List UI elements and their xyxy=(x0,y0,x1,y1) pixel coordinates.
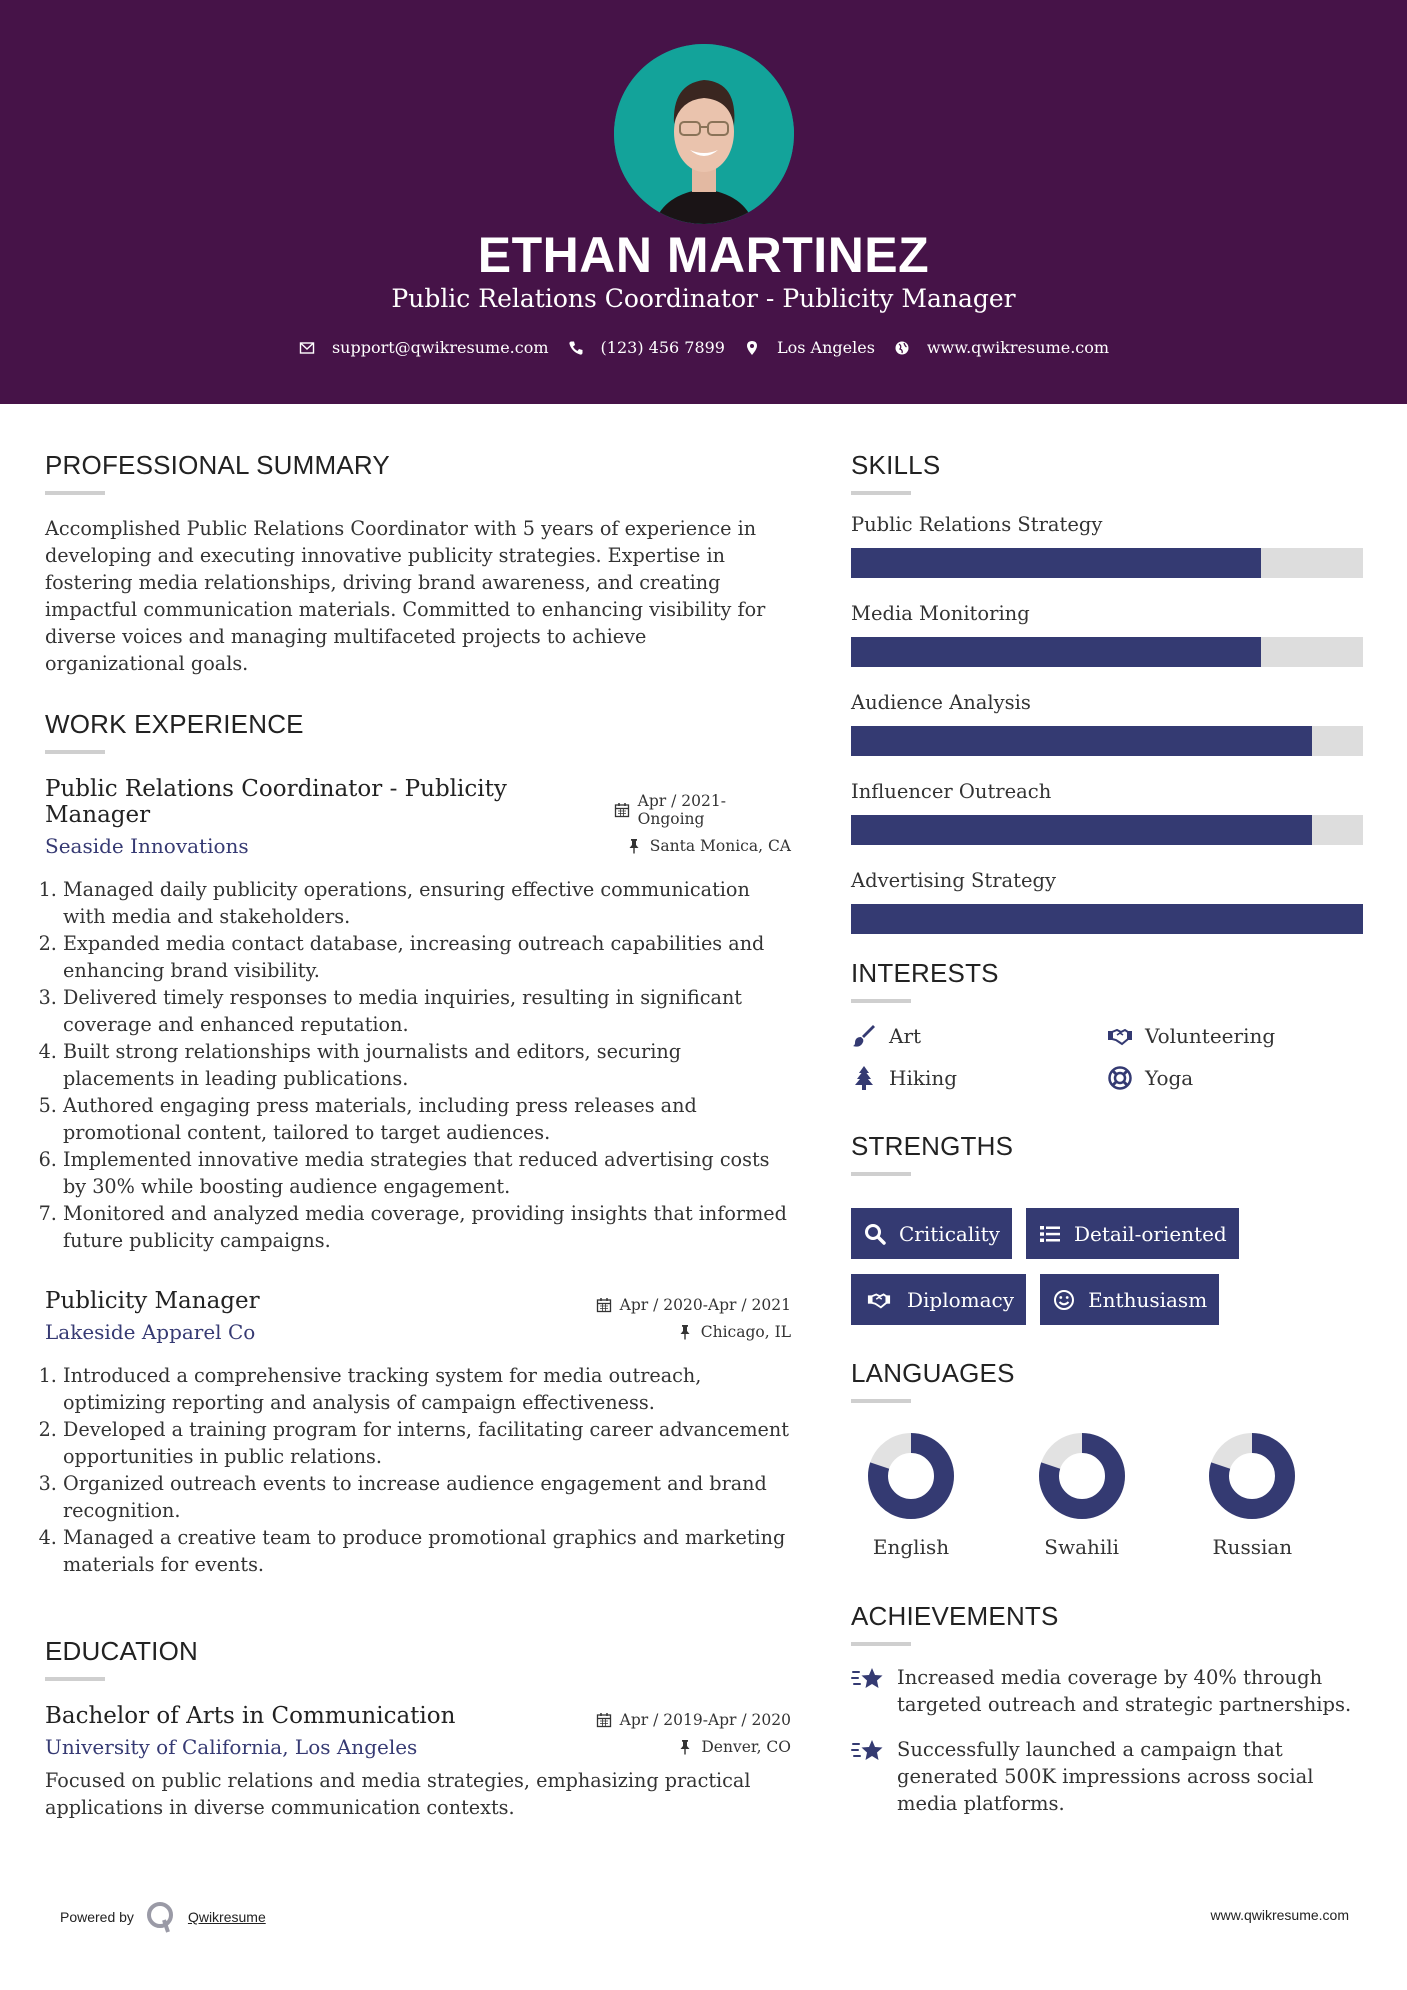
strength-chip xyxy=(851,1274,1026,1325)
list-icon xyxy=(1038,1222,1062,1246)
summary-text: Accomplished Public Relations Coordinator with 5 years of experience in developing and executing innovative publicity strategies. Expertise in fostering media relationships, driving brand awareness, and creating impactful communication materials. Committed to enhancing visibility for diverse voices and managing multifaceted projects to achieve organizational goals. xyxy=(45,517,766,675)
bullet-item: 1. Introduced a comprehensive tracking system for media outreach, optimizing reporting and analysis of campaign effectiveness. xyxy=(63,1362,791,1416)
interest-item xyxy=(1107,1023,1363,1049)
skill-bar-fill xyxy=(851,726,1312,756)
bullet-item: 4. Built strong relationships with journalists and editors, securing placements in leading publications. xyxy=(63,1038,791,1092)
interest-label: Art xyxy=(889,1024,922,1048)
qwikresume-link[interactable]: Qwikresume xyxy=(187,1909,266,1925)
smile-icon xyxy=(1052,1288,1076,1312)
strengths-section xyxy=(851,1131,1363,1340)
bullet-item: 3. Organized outreach events to increase audience engagement and brand recognition. xyxy=(63,1470,791,1524)
powered-by xyxy=(60,1900,266,1934)
interest-item xyxy=(851,1023,1107,1049)
heading-divider xyxy=(851,1399,911,1403)
contact-email[interactable] xyxy=(298,338,549,357)
education-date: Apr / 2019-Apr / 2020 xyxy=(596,1711,791,1729)
languages-section xyxy=(851,1358,1363,1559)
job-location: Chicago, IL xyxy=(677,1323,791,1341)
bullet-item: 5. Authored engaging press materials, including press releases and promotional content, tailored to target audiences. xyxy=(63,1092,791,1146)
strength-label: Detail-oriented xyxy=(1073,1221,1227,1246)
envelope-icon xyxy=(298,339,316,357)
achievement-text: Successfully launched a campaign that generated 500K impressions across social media platforms. xyxy=(897,1738,1314,1815)
contact-website[interactable] xyxy=(893,338,1109,357)
contact-phone-text: (123) 456 7899 xyxy=(600,338,725,357)
strength-label: Diplomacy xyxy=(907,1287,1015,1312)
achievement-item xyxy=(851,1736,1363,1817)
languages-heading: LANGUAGES xyxy=(851,1358,1015,1388)
education-heading: EDUCATION xyxy=(45,1636,198,1666)
interest-label: Hiking xyxy=(889,1066,958,1090)
handshake-icon xyxy=(1107,1023,1133,1049)
education-description: Focused on public relations and media strategies, emphasizing practical applications in diverse communication contexts. xyxy=(45,1769,751,1819)
skills-section xyxy=(851,450,1363,934)
bullet-item: 2. Developed a training program for interns, facilitating career advancement opportunities in public relations. xyxy=(63,1416,791,1470)
language-item xyxy=(1192,1433,1363,1559)
job-bullets xyxy=(45,876,791,1254)
language-item xyxy=(1022,1433,1193,1559)
strengths-heading: STRENGTHS xyxy=(851,1131,1014,1161)
language-label: English xyxy=(872,1535,950,1559)
contact-phone[interactable] xyxy=(567,338,725,357)
shooting-star-icon xyxy=(851,1664,885,1694)
map-pin-icon xyxy=(743,339,761,357)
skill-bar xyxy=(851,904,1363,934)
strength-label: Enthusiasm xyxy=(1088,1287,1208,1312)
pushpin-icon xyxy=(677,1324,693,1340)
job-date: Apr / 2021-Ongoing xyxy=(614,792,791,828)
heading-divider xyxy=(851,1172,911,1176)
job-location: Santa Monica, CA xyxy=(626,837,791,855)
strength-chip xyxy=(1026,1208,1239,1259)
skill-bar xyxy=(851,726,1363,756)
achievement-text: Increased media coverage by 40% through targeted outreach and strategic partnerships. xyxy=(897,1666,1352,1716)
job-entry xyxy=(45,776,791,1254)
lifering-icon xyxy=(1107,1065,1133,1091)
skill-item xyxy=(851,780,1363,845)
tree-icon xyxy=(851,1065,877,1091)
languages-list xyxy=(851,1433,1363,1559)
job-bullets xyxy=(45,1362,791,1578)
interest-label: Volunteering xyxy=(1145,1024,1276,1048)
achievements-section xyxy=(851,1601,1363,1817)
contact-website-text: www.qwikresume.com xyxy=(926,338,1110,357)
bullet-item: 4. Managed a creative team to produce promotional graphics and marketing materials for events. xyxy=(63,1524,791,1578)
interest-label: Yoga xyxy=(1145,1066,1194,1090)
skill-item xyxy=(851,869,1363,934)
heading-divider xyxy=(45,491,105,495)
education-section xyxy=(45,1636,791,1821)
job-title: Publicity Manager xyxy=(45,1288,260,1314)
heading-divider xyxy=(45,1677,105,1681)
skill-item xyxy=(851,691,1363,756)
interest-item xyxy=(1107,1065,1363,1091)
skill-bar-fill xyxy=(851,637,1261,667)
contact-email-text: support@qwikresume.com xyxy=(331,338,549,357)
contact-bar xyxy=(0,338,1407,357)
contact-location xyxy=(743,338,875,357)
bullet-item: 3. Delivered timely responses to media inquiries, resulting in significant coverage and enhanced reputation. xyxy=(63,984,791,1038)
pushpin-icon xyxy=(677,1739,693,1755)
interest-item xyxy=(851,1065,1107,1091)
skill-label: Audience Analysis xyxy=(851,691,1031,714)
job-title: Public Relations Coordinator - Publicity Manager xyxy=(45,776,507,828)
skill-bar-fill xyxy=(851,904,1363,934)
skills-heading: SKILLS xyxy=(851,450,941,480)
language-donut xyxy=(868,1433,954,1519)
powered-by-label: Powered by xyxy=(60,1909,134,1925)
bullet-item: 2. Expanded media contact database, increasing outreach capabilities and enhancing brand visibility. xyxy=(63,930,791,984)
bullet-item: 1. Managed daily publicity operations, ensuring effective communication with media and stakeholders. xyxy=(63,876,791,930)
bullet-item: 7. Monitored and analyzed media coverage, providing insights that informed future publicity campaigns. xyxy=(63,1200,791,1254)
job-date: Apr / 2020-Apr / 2021 xyxy=(596,1296,791,1314)
calendar-icon xyxy=(596,1297,612,1313)
language-donut xyxy=(1209,1433,1295,1519)
achievement-item xyxy=(851,1664,1363,1718)
language-item xyxy=(851,1433,1022,1559)
company-name: Lakeside Apparel Co xyxy=(45,1320,256,1344)
strengths-list xyxy=(851,1208,1363,1340)
achievements-heading: ACHIEVEMENTS xyxy=(851,1601,1059,1631)
skill-bar xyxy=(851,815,1363,845)
summary-section xyxy=(45,450,791,677)
experience-section xyxy=(45,709,791,1578)
language-label: Swahili xyxy=(1044,1535,1120,1559)
bullet-item: 6. Implemented innovative media strategies that reduced advertising costs by 30% while boosting audience engagement. xyxy=(63,1146,791,1200)
handshake-icon xyxy=(863,1288,895,1312)
skill-label: Public Relations Strategy xyxy=(851,513,1103,536)
interests-section xyxy=(851,958,1363,1091)
language-label: Russian xyxy=(1212,1535,1293,1559)
calendar-icon xyxy=(596,1712,612,1728)
heading-divider xyxy=(851,1642,911,1646)
candidate-title: Public Relations Coordinator - Publicity Manager xyxy=(391,284,1016,313)
strength-label: Criticality xyxy=(899,1221,1000,1246)
degree-title: Bachelor of Arts in Communication xyxy=(45,1703,456,1729)
skill-label: Media Monitoring xyxy=(851,602,1030,625)
skill-label: Advertising Strategy xyxy=(851,869,1057,892)
skill-label: Influencer Outreach xyxy=(851,780,1052,803)
pushpin-icon xyxy=(626,838,642,854)
company-name: Seaside Innovations xyxy=(45,834,249,858)
footer-website[interactable]: www.qwikresume.com xyxy=(1210,1907,1349,1923)
job-entry xyxy=(45,1288,791,1578)
education-entry xyxy=(45,1703,791,1821)
profile-photo xyxy=(614,44,794,224)
skill-bar-fill xyxy=(851,548,1261,578)
summary-heading: PROFESSIONAL SUMMARY xyxy=(45,450,390,480)
contact-location-text: Los Angeles xyxy=(776,338,875,357)
heading-divider xyxy=(851,491,911,495)
search-icon xyxy=(863,1222,887,1246)
interests-list xyxy=(851,1023,1363,1091)
globe-icon xyxy=(893,339,911,357)
skill-bar xyxy=(851,637,1363,667)
language-donut xyxy=(1039,1433,1125,1519)
experience-heading: WORK EXPERIENCE xyxy=(45,709,304,739)
interests-heading: INTERESTS xyxy=(851,958,999,988)
strength-chip xyxy=(851,1208,1012,1259)
heading-divider xyxy=(45,750,105,754)
skills-list xyxy=(851,513,1363,934)
paintbrush-icon xyxy=(851,1023,877,1049)
avatar xyxy=(614,44,794,224)
candidate-name: ETHAN MARTINEZ xyxy=(477,227,930,283)
skill-item xyxy=(851,602,1363,667)
qwikresume-logo-icon xyxy=(144,1900,178,1934)
phone-icon xyxy=(567,339,585,357)
left-column xyxy=(45,450,791,1821)
strength-chip xyxy=(1040,1274,1219,1325)
school-name: University of California, Los Angeles xyxy=(45,1735,418,1759)
skill-bar xyxy=(851,548,1363,578)
resume-header xyxy=(0,0,1407,404)
right-column xyxy=(851,450,1363,1817)
heading-divider xyxy=(851,999,911,1003)
skill-item xyxy=(851,513,1363,578)
calendar-icon xyxy=(614,802,630,818)
education-location: Denver, CO xyxy=(677,1738,791,1756)
shooting-star-icon xyxy=(851,1736,885,1766)
skill-bar-fill xyxy=(851,815,1312,845)
